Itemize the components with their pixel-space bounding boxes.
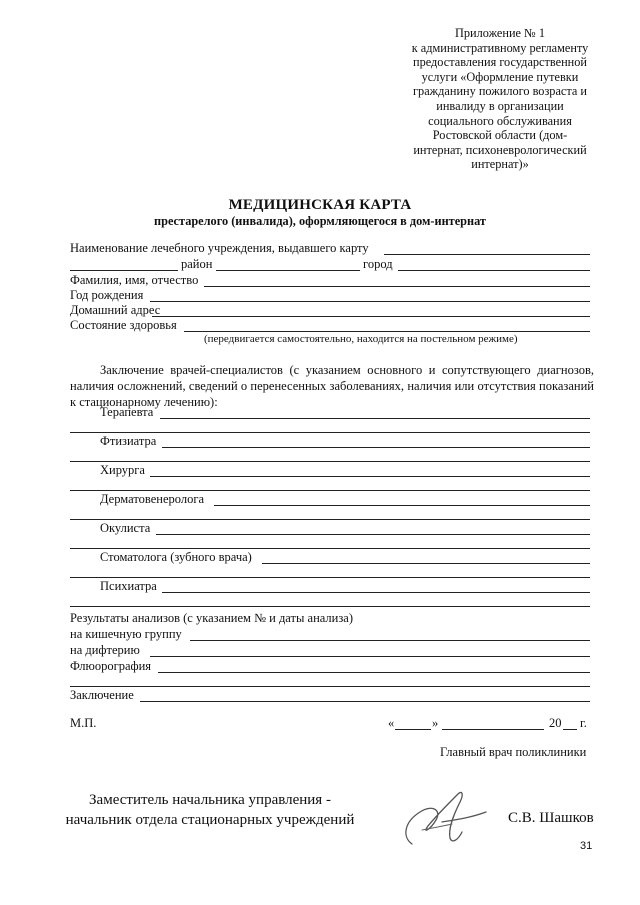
date-year-line[interactable]	[563, 729, 577, 730]
specialist-label: Стоматолога (зубного врача)	[100, 550, 252, 564]
specialist-label: Терапевта	[100, 405, 154, 419]
specialist-line-extra[interactable]	[70, 606, 590, 607]
chief-doctor-label: Главный врач поликлиники	[440, 745, 587, 759]
signatory-position-line: начальник отдела стационарных учреждений	[65, 812, 355, 828]
document-subtitle: престарелого (инвалида), оформляющегося в дом-интернат	[154, 214, 486, 228]
specialist-line[interactable]	[150, 476, 590, 477]
conclusion-label: Заключение	[70, 688, 134, 702]
date-quote-close: »	[432, 716, 439, 730]
appendix-line: гражданину пожилого возраста и	[413, 84, 587, 99]
appendix-line: интернат)»	[471, 157, 529, 172]
page-number: 31	[580, 840, 593, 852]
health-line[interactable]	[184, 331, 590, 332]
appendix-line: к административному регламенту	[411, 40, 589, 55]
specialist-label: Фтизиатра	[100, 434, 157, 448]
analysis-diphtheria-label: на дифтерию	[70, 643, 140, 657]
district-label: район	[181, 257, 213, 271]
specialist-label: Хирурга	[100, 463, 145, 477]
analysis-fluoro-label: Флюорография	[70, 659, 152, 673]
appendix-line: социального обслуживания	[428, 113, 572, 128]
specialist-line-extra[interactable]	[70, 461, 590, 462]
birth-year-line[interactable]	[150, 301, 590, 302]
specialist-line-extra[interactable]	[70, 548, 590, 549]
appendix-line: инвалиду в организации	[436, 98, 564, 113]
analysis-intestinal-line[interactable]	[190, 640, 590, 641]
institution-line[interactable]	[384, 254, 590, 255]
district-line[interactable]	[216, 270, 360, 271]
date-year-suffix: г.	[580, 716, 587, 730]
appendix-line: Приложение № 1	[454, 26, 546, 40]
specialist-line[interactable]	[214, 505, 590, 506]
specialist-label: Дерматовенеролога	[100, 492, 204, 506]
document-title: МЕДИЦИНСКАЯ КАРТА	[228, 197, 412, 213]
city-line[interactable]	[398, 270, 590, 271]
specialist-label: Психиатра	[100, 579, 157, 593]
signatory-name: С.В. Шашков	[508, 810, 594, 826]
specialist-label: Окулиста	[100, 521, 151, 535]
appendix-line: интернат, психоневрологический	[413, 142, 587, 157]
specialist-line-extra[interactable]	[70, 490, 590, 491]
specialist-line[interactable]	[160, 418, 590, 419]
date-quote-open: «	[388, 716, 395, 730]
date-year-prefix: 20	[549, 716, 562, 730]
specialist-line[interactable]	[156, 534, 590, 535]
analyses-heading: Результаты анализов (с указанием № и даты анализа)	[70, 611, 353, 625]
specialist-line[interactable]	[262, 563, 590, 564]
health-label: Состояние здоровья	[70, 318, 177, 332]
address-label: Домашний адрес	[70, 303, 161, 317]
analysis-intestinal-label: на кишечную группу	[70, 627, 182, 641]
specialists-intro: Заключение врачей-специалистов (с указанием основного и сопутствующего диагнозов, наличия осложнений, сведений о перенесенных заболеваниях, наличия или отсутствия показаний к стационарному лечению):	[70, 363, 594, 409]
address-line[interactable]	[152, 316, 590, 317]
fullname-line[interactable]	[204, 286, 590, 287]
appendix-line: предоставления государственной	[413, 55, 587, 70]
fullname-label: Фамилия, имя, отчество	[70, 273, 199, 287]
date-month-line[interactable]	[442, 729, 544, 730]
signatory-position-line: Заместитель начальника управления -	[89, 792, 331, 808]
district-prefix-line[interactable]	[70, 270, 178, 271]
specialist-line-extra[interactable]	[70, 432, 590, 433]
specialist-line-extra[interactable]	[70, 519, 590, 520]
stamp-place-label: М.П.	[70, 716, 97, 730]
birth-year-label: Год рождения	[70, 288, 144, 302]
appendix-block	[400, 26, 600, 172]
specialist-line[interactable]	[162, 447, 590, 448]
analysis-extra-line[interactable]	[70, 686, 590, 687]
appendix-line: Ростовской области (дом-	[432, 128, 568, 143]
specialist-line[interactable]	[162, 592, 590, 593]
specialist-line-extra[interactable]	[70, 577, 590, 578]
health-note: (передвигается самостоятельно, находится на постельном режиме)	[204, 333, 518, 345]
city-label: город	[363, 257, 393, 271]
analysis-diphtheria-line[interactable]	[150, 656, 590, 657]
handwritten-signature	[392, 782, 502, 852]
date-day-line[interactable]	[395, 729, 431, 730]
conclusion-line[interactable]	[140, 701, 590, 702]
institution-label: Наименование лечебного учреждения, выдавшего карту	[70, 241, 369, 255]
signatory-position	[60, 790, 360, 830]
analysis-fluoro-line[interactable]	[158, 672, 590, 673]
appendix-line: услуги «Оформление путевки	[421, 69, 579, 84]
